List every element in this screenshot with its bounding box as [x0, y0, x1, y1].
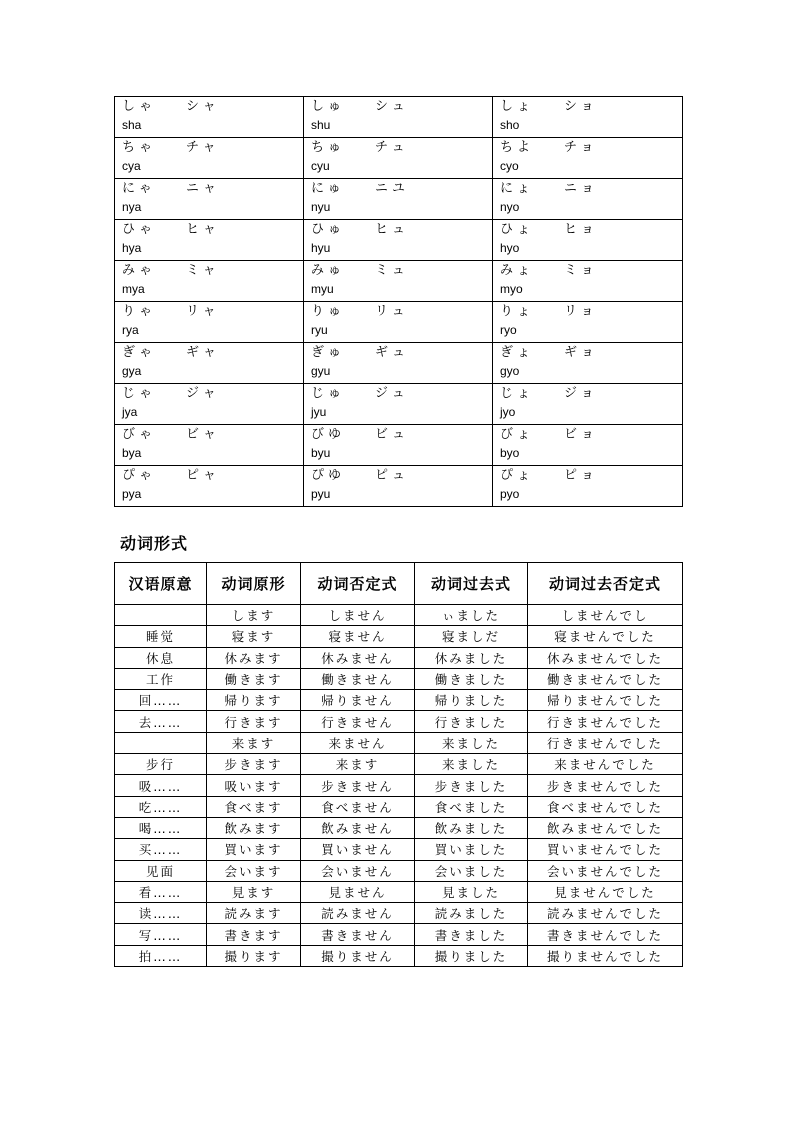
katakana-text: ショ [564, 99, 598, 114]
hiragana-text: ぴゃ [122, 468, 157, 483]
verb-cell: 来ました [415, 732, 528, 753]
verb-cell: 步きませんでした [528, 775, 683, 796]
kana-pair [122, 179, 303, 196]
romaji-text: nyu [311, 200, 331, 214]
verb-cell: 休息 [115, 647, 207, 668]
hiragana-text: ちゃ [122, 140, 157, 155]
kana-cell [304, 425, 493, 466]
verb-row [115, 690, 683, 711]
kana-row [115, 261, 683, 302]
kana-cell [115, 302, 304, 343]
verb-row [115, 605, 683, 626]
romaji-text: cyu [311, 159, 330, 173]
verb-cell: 读…… [115, 903, 207, 924]
verb-cell: 働きませんでした [528, 668, 683, 689]
verb-cell: 書きます [207, 924, 301, 945]
romaji-text: shu [311, 118, 331, 132]
kana-pair [311, 425, 492, 442]
verb-cell: 行きました [415, 711, 528, 732]
hiragana-text: ぎゃ [122, 345, 157, 360]
katakana-text: チャ [186, 140, 220, 155]
kana-cell [493, 343, 683, 384]
romaji-text: pya [122, 487, 142, 501]
verb-cell: 帰りました [415, 690, 528, 711]
verb-cell: 買いません [301, 839, 415, 860]
verb-row [115, 860, 683, 881]
kana-cell [304, 220, 493, 261]
verb-cell: 寝ましだ [415, 626, 528, 647]
kana-row [115, 220, 683, 261]
verb-cell: 読みませんでした [528, 903, 683, 924]
verb-cell: 書きました [415, 924, 528, 945]
hiragana-text: みゃ [122, 263, 157, 278]
hiragana-text: にょ [500, 181, 534, 196]
romaji-text: hya [122, 241, 142, 255]
katakana-text: リュ [375, 304, 409, 319]
kana-pair [311, 466, 492, 483]
kana-pair [122, 97, 303, 114]
verb-column-header: 动词原形 [207, 563, 301, 605]
kana-cell [493, 261, 683, 302]
katakana-text: リャ [186, 304, 220, 319]
hiragana-text: みゅ [311, 263, 346, 278]
verb-row [115, 796, 683, 817]
verb-cell: 書きませんでした [528, 924, 683, 945]
hiragana-text: びゆ [311, 427, 346, 442]
verb-cell: ぃました [415, 605, 528, 626]
katakana-text: リョ [564, 304, 598, 319]
verb-cell: 步きます [207, 754, 301, 775]
kana-pair [122, 302, 303, 319]
verb-cell: 働きません [301, 668, 415, 689]
hiragana-text: ぎょ [500, 345, 535, 360]
verb-cell: 読みました [415, 903, 528, 924]
romaji-text: cyo [500, 159, 519, 173]
kana-cell [115, 179, 304, 220]
verb-row [115, 711, 683, 732]
romaji-text: pyo [500, 487, 520, 501]
verb-cell: 撮ります [207, 945, 301, 966]
kana-row [115, 179, 683, 220]
verb-row [115, 903, 683, 924]
verb-cell: 食べました [415, 796, 528, 817]
katakana-text: ビョ [564, 427, 599, 442]
verb-cell: しません [301, 605, 415, 626]
verb-cell: 步きません [301, 775, 415, 796]
katakana-text: シュ [375, 99, 409, 114]
kana-pair [500, 425, 682, 442]
romaji-text: sha [122, 118, 142, 132]
verb-cell: 食べませんでした [528, 796, 683, 817]
verb-cell: 撮りませんでした [528, 945, 683, 966]
verb-cell: 会いました [415, 860, 528, 881]
katakana-text: ニャ [186, 181, 221, 196]
verb-forms-table [114, 562, 683, 967]
kana-cell [115, 466, 304, 507]
verb-cell: 喝…… [115, 817, 207, 838]
verb-cell: 工作 [115, 668, 207, 689]
hiragana-text: ちゅ [311, 140, 346, 155]
kana-cell [304, 138, 493, 179]
verb-column-header: 汉语原意 [115, 563, 207, 605]
kana-cell [304, 384, 493, 425]
verb-cell: 寝ませんでした [528, 626, 683, 647]
romaji-text: myo [500, 282, 523, 296]
verb-cell: 会います [207, 860, 301, 881]
kana-cell [493, 466, 683, 507]
romaji-text: ryo [500, 323, 517, 337]
katakana-text: ピャ [186, 468, 221, 483]
romaji-text: gyu [311, 364, 331, 378]
verb-cell: 买…… [115, 839, 207, 860]
romaji-text: byu [311, 446, 331, 460]
romaji-text: jya [122, 405, 138, 419]
verb-row [115, 732, 683, 753]
verb-table-header-row [115, 563, 683, 605]
verb-cell: 買いませんでした [528, 839, 683, 860]
verb-cell [115, 732, 207, 753]
section-title: 动词形式 [120, 534, 189, 553]
romaji-text: nyo [500, 200, 520, 214]
verb-cell: 読みます [207, 903, 301, 924]
verb-row [115, 881, 683, 902]
kana-cell [493, 138, 683, 179]
kana-cell [304, 343, 493, 384]
kana-pair [500, 138, 682, 155]
verb-cell: 寝ます [207, 626, 301, 647]
hiragana-text: びゃ [122, 427, 157, 442]
hiragana-text: しゅ [311, 99, 346, 114]
kana-row [115, 97, 683, 138]
kana-pair [311, 261, 492, 278]
kana-cell [115, 384, 304, 425]
kana-pair [500, 466, 682, 483]
kana-cell [304, 97, 493, 138]
verb-row [115, 775, 683, 796]
katakana-text: ミュ [375, 263, 409, 278]
kana-pair [122, 138, 303, 155]
katakana-text: ジャ [186, 386, 220, 401]
verb-cell: 吸…… [115, 775, 207, 796]
verb-cell: 休みます [207, 647, 301, 668]
kana-row [115, 343, 683, 384]
hiragana-text: びょ [500, 427, 535, 442]
verb-column-header: 动词否定式 [301, 563, 415, 605]
verb-cell: 来ませんでした [528, 754, 683, 775]
verb-cell: 见面 [115, 860, 207, 881]
kana-pair [500, 220, 682, 237]
verb-cell: 来ません [301, 732, 415, 753]
verb-row [115, 924, 683, 945]
romaji-text: jyo [500, 405, 516, 419]
verb-cell: 来ます [301, 754, 415, 775]
hiragana-text: しょ [500, 99, 535, 114]
kana-pair [311, 97, 492, 114]
verb-cell: 来ます [207, 732, 301, 753]
verb-cell: 飲みました [415, 817, 528, 838]
verb-cell: 帰りません [301, 690, 415, 711]
kana-pair [311, 179, 492, 196]
katakana-text: ビュ [375, 427, 410, 442]
verb-cell: 買います [207, 839, 301, 860]
kana-cell [115, 220, 304, 261]
verb-cell: 帰ります [207, 690, 301, 711]
katakana-text: ニョ [564, 181, 599, 196]
hiragana-text: りょ [500, 304, 535, 319]
verb-cell: 撮りました [415, 945, 528, 966]
verb-cell: 吸います [207, 775, 301, 796]
kana-row [115, 138, 683, 179]
katakana-text: ピュ [375, 468, 410, 483]
katakana-text: ジュ [375, 386, 409, 401]
hiragana-text: ひょ [500, 222, 535, 237]
kana-pair [122, 425, 303, 442]
verb-cell: 休みませんでした [528, 647, 683, 668]
kana-pair [122, 343, 303, 360]
kana-row [115, 466, 683, 507]
verb-cell: 読みません [301, 903, 415, 924]
verb-cell: 書きません [301, 924, 415, 945]
verb-cell: 飲みませんでした [528, 817, 683, 838]
hiragana-text: ぴゆ [311, 468, 346, 483]
verb-cell: 会いませんでした [528, 860, 683, 881]
hiragana-text: しゃ [122, 99, 157, 114]
kana-cell [304, 466, 493, 507]
katakana-text: ジョ [564, 386, 598, 401]
verb-cell: 食べます [207, 796, 301, 817]
katakana-text: ビャ [186, 427, 221, 442]
katakana-text: ニユ [375, 181, 410, 196]
verb-row [115, 839, 683, 860]
kana-pair [122, 466, 303, 483]
kana-pair [500, 384, 682, 401]
kana-cell [115, 97, 304, 138]
kana-pair [311, 384, 492, 401]
kana-pair [500, 179, 682, 196]
romaji-text: nya [122, 200, 142, 214]
verb-row [115, 647, 683, 668]
kana-pair [500, 261, 682, 278]
verb-cell [115, 605, 207, 626]
kana-pair [311, 138, 492, 155]
katakana-text: チョ [564, 140, 598, 155]
hiragana-text: みょ [500, 263, 535, 278]
romaji-text: gyo [500, 364, 520, 378]
kana-pair [122, 384, 303, 401]
kana-table [114, 96, 683, 507]
katakana-text: ギョ [564, 345, 599, 360]
romaji-text: myu [311, 282, 334, 296]
verb-cell: 步きました [415, 775, 528, 796]
kana-cell [493, 97, 683, 138]
romaji-text: byo [500, 446, 520, 460]
romaji-text: hyu [311, 241, 331, 255]
kana-pair [311, 302, 492, 319]
hiragana-text: りゅ [311, 304, 346, 319]
verb-cell: 步行 [115, 754, 207, 775]
verb-cell: 来ました [415, 754, 528, 775]
kana-pair [500, 302, 682, 319]
kana-cell [304, 261, 493, 302]
hiragana-text: ひゃ [122, 222, 157, 237]
kana-row [115, 384, 683, 425]
katakana-text: ミョ [564, 263, 598, 278]
verb-cell: 行きませんでした [528, 732, 683, 753]
romaji-text: hyo [500, 241, 520, 255]
verb-row [115, 817, 683, 838]
katakana-text: チュ [375, 140, 409, 155]
verb-cell: 回…… [115, 690, 207, 711]
katakana-text: ヒャ [186, 222, 221, 237]
verb-cell: しませんでし [528, 605, 683, 626]
kana-cell [115, 425, 304, 466]
verb-cell: 撮りません [301, 945, 415, 966]
romaji-text: sho [500, 118, 520, 132]
hiragana-text: ちよ [500, 140, 535, 155]
kana-pair [500, 343, 682, 360]
kana-cell [115, 343, 304, 384]
hiragana-text: ひゅ [311, 222, 346, 237]
romaji-text: gya [122, 364, 142, 378]
verb-cell: 買いました [415, 839, 528, 860]
romaji-text: bya [122, 446, 142, 460]
katakana-text: シャ [186, 99, 220, 114]
kana-cell [304, 179, 493, 220]
verb-cell: 行きません [301, 711, 415, 732]
verb-row [115, 668, 683, 689]
verb-cell: 食べません [301, 796, 415, 817]
katakana-text: ギャ [186, 345, 221, 360]
verb-row [115, 754, 683, 775]
romaji-text: ryu [311, 323, 328, 337]
kana-pair [500, 97, 682, 114]
hiragana-text: ぎゅ [311, 345, 346, 360]
kana-cell [304, 302, 493, 343]
kana-cell [493, 384, 683, 425]
kana-pair [311, 220, 492, 237]
verb-cell: 看…… [115, 881, 207, 902]
hiragana-text: じゅ [311, 386, 346, 401]
kana-cell [493, 220, 683, 261]
kana-row [115, 425, 683, 466]
verb-cell: 行きます [207, 711, 301, 732]
verb-cell: 働きます [207, 668, 301, 689]
katakana-text: ギュ [375, 345, 410, 360]
verb-cell: 休みました [415, 647, 528, 668]
katakana-text: ヒュ [375, 222, 410, 237]
kana-cell [493, 302, 683, 343]
hiragana-text: りゃ [122, 304, 157, 319]
kana-pair [122, 261, 303, 278]
romaji-text: cya [122, 159, 141, 173]
verb-cell: 吃…… [115, 796, 207, 817]
kana-cell [493, 425, 683, 466]
romaji-text: rya [122, 323, 139, 337]
hiragana-text: にゅ [311, 181, 345, 196]
kana-pair [122, 220, 303, 237]
romaji-text: jyu [311, 405, 327, 419]
verb-cell: 去…… [115, 711, 207, 732]
romaji-text: mya [122, 282, 145, 296]
verb-cell: 飲みます [207, 817, 301, 838]
verb-row [115, 945, 683, 966]
kana-cell [493, 179, 683, 220]
verb-cell: 寝ません [301, 626, 415, 647]
verb-cell: 睡觉 [115, 626, 207, 647]
verb-cell: 行きませんでした [528, 711, 683, 732]
kana-cell [115, 138, 304, 179]
verb-cell: 見ます [207, 881, 301, 902]
verb-cell: 写…… [115, 924, 207, 945]
verb-column-header: 动词过去式 [415, 563, 528, 605]
verb-cell: 会いません [301, 860, 415, 881]
verb-row [115, 626, 683, 647]
katakana-text: ヒョ [564, 222, 599, 237]
kana-cell [115, 261, 304, 302]
hiragana-text: じょ [500, 386, 535, 401]
katakana-text: ミャ [186, 263, 220, 278]
hiragana-text: にゃ [122, 181, 156, 196]
hiragana-text: ぴょ [500, 468, 535, 483]
verb-cell: 飲みません [301, 817, 415, 838]
verb-cell: 帰りませんでした [528, 690, 683, 711]
verb-cell: 休みません [301, 647, 415, 668]
verb-cell: 見ません [301, 881, 415, 902]
katakana-text: ピョ [564, 468, 599, 483]
verb-cell: 見ました [415, 881, 528, 902]
romaji-text: pyu [311, 487, 331, 501]
verb-cell: します [207, 605, 301, 626]
verb-cell: 働きました [415, 668, 528, 689]
hiragana-text: じゃ [122, 386, 157, 401]
verb-cell: 見ませんでした [528, 881, 683, 902]
kana-pair [311, 343, 492, 360]
kana-row [115, 302, 683, 343]
verb-cell: 拍…… [115, 945, 207, 966]
verb-column-header: 动词过去否定式 [528, 563, 683, 605]
